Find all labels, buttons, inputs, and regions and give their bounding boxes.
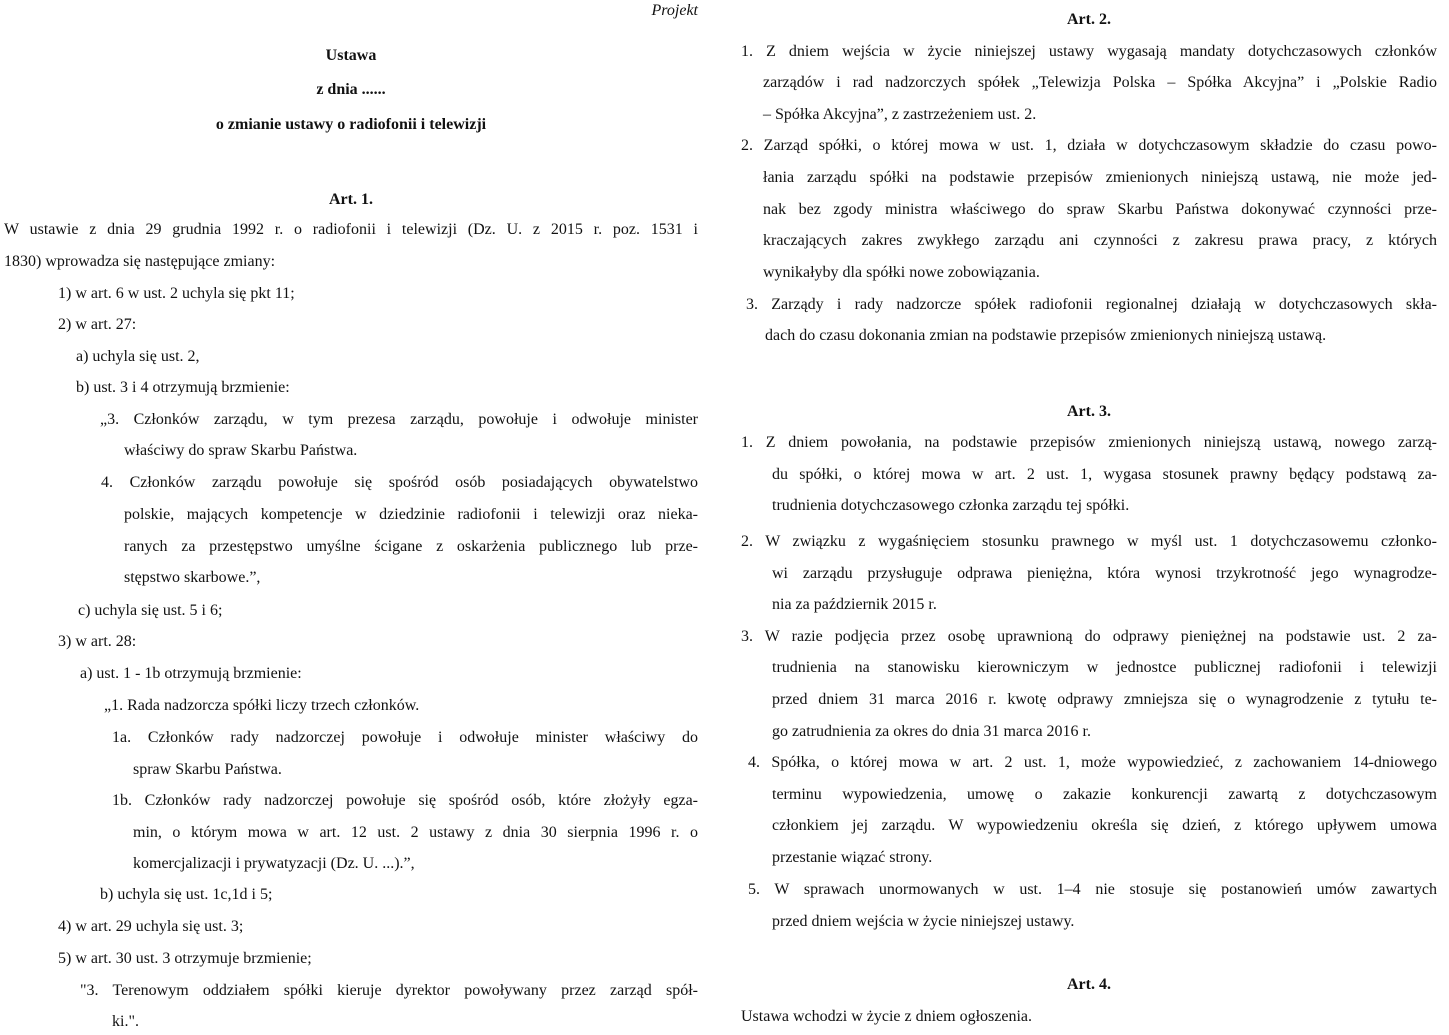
- right-column-line: przed dniem 31 marca 2016 r. kwotę odprawy zmniejsza się o wynagrodzenie z tytułu te-: [772, 691, 1437, 708]
- right-column-line: wynikałyby dla spółki nowe zobowiązania.: [763, 264, 1040, 281]
- right-column-line: 2. W związku z wygaśnięciem stosunku prawnego w myśl ust. 1 dotychczasowemu członko-: [741, 533, 1437, 550]
- right-column-line: 1. Z dniem powołania, na podstawie przepisów zmienionych niniejszą ustawą, nowego zarzą-: [741, 434, 1437, 451]
- right-column-line: 5. W sprawach unormowanych w ust. 1–4 nie stosuje się postanowień umów zawartych: [748, 881, 1437, 898]
- right-column-line: zarządów i rad nadzorczych spółek „Telewizja Polska – Spółka Akcyjna” i „Polskie Radio: [763, 74, 1437, 91]
- right-column-line: nak bez zgody ministra właściwego do spraw Skarbu Państwa dokonywać czynności prze-: [763, 201, 1437, 218]
- right-column-line: członkiem jej zarządu. W wypowiedzeniu określa się dzień, z którego upływem umowa: [772, 817, 1437, 834]
- right-column-line: 1. Z dniem wejścia w życie niniejszej ustawy wygasają mandaty dotychczasowych członków: [741, 43, 1437, 60]
- left-column-line: a) ust. 1 - 1b otrzymują brzmienie:: [80, 665, 302, 682]
- right-column-line: 3. W razie podjęcia przez osobę uprawnioną do odprawy pieniężnej na podstawie ust. 2 za-: [741, 628, 1437, 645]
- left-column-line: 2) w art. 27:: [58, 316, 137, 333]
- left-column-line: Art. 1.: [329, 191, 373, 208]
- right-column-line: nia za październik 2015 r.: [772, 596, 937, 613]
- left-column-line: ki.".: [112, 1013, 139, 1030]
- left-column-line: 1b. Członków rady nadzorczej powołuje się spośród osób, które złożyły egza-: [112, 792, 698, 809]
- left-column-line: b) uchyla się ust. 1c,1d i 5;: [100, 886, 273, 903]
- left-column-line: 1) w art. 6 w ust. 2 uchyla się pkt 11;: [58, 285, 295, 302]
- left-column-line: ranych za przestępstwo umyślne ścigane z oskarżenia publicznego lub prze-: [124, 538, 698, 555]
- right-column-line: Art. 2.: [1067, 11, 1111, 28]
- right-column-line: trudnienia dotychczasowego członka zarządu tej spółki.: [772, 497, 1130, 514]
- left-column-line: właściwy do spraw Skarbu Państwa.: [124, 442, 358, 459]
- left-column-line: a) uchyla się ust. 2,: [76, 348, 200, 365]
- left-column-line: spraw Skarbu Państwa.: [133, 761, 282, 778]
- left-column-line: stępstwo skarbowe.”,: [124, 569, 261, 586]
- left-column-line: min, o którym mowa w art. 12 ust. 2 ustawy z dnia 30 sierpnia 1996 r. o: [133, 824, 698, 841]
- right-column-line: łania zarządu spółki na podstawie przepisów zmienionych niniejszą ustawą, nie może jed-: [763, 169, 1437, 186]
- left-column-line: 3) w art. 28:: [58, 633, 137, 650]
- left-column-line: z dnia ......: [316, 81, 386, 98]
- left-column-line: "3. Terenowym oddziałem spółki kieruje dyrektor powoływany przez zarząd spół-: [80, 982, 698, 999]
- right-column-line: trudnienia na stanowisku kierowniczym w jednostce publicznej radiofonii i telewizji: [772, 659, 1437, 676]
- left-column-line: 4) w art. 29 uchyla się ust. 3;: [58, 918, 244, 935]
- left-column-line: „3. Członków zarządu, w tym prezesa zarządu, powołuje i odwołuje minister: [100, 411, 698, 428]
- left-column-line: o zmianie ustawy o radiofonii i telewizji: [215, 116, 487, 133]
- right-column-line: 3. Zarządy i rady nadzorcze spółek radiofonii regionalnej działają w dotychczasowych skła-: [746, 296, 1437, 313]
- left-column-line: Ustawa: [325, 47, 377, 64]
- right-column-line: 4. Spółka, o której mowa w art. 2 ust. 1, może wypowiedzieć, z zachowaniem 14-dniowego: [748, 754, 1437, 771]
- left-column-line: komercjalizacji i prywatyzacji (Dz. U. ...).”,: [133, 855, 415, 872]
- right-column-line: przed dniem wejścia w życie niniejszej ustawy.: [772, 913, 1075, 930]
- right-column-line: kraczających zakres zwykłego zarządu ani czynności z zakresu prawa pracy, z których: [763, 232, 1437, 249]
- right-column-line: terminu wypowiedzenia, umowę o zakazie konkurencji zawartą z dotychczasowym: [772, 786, 1437, 803]
- left-column-line: 1a. Członków rady nadzorczej powołuje i odwołuje minister właściwy do: [112, 729, 698, 746]
- right-column-line: 2. Zarząd spółki, o której mowa w ust. 1, działa w dotychczasowym składzie do czasu powo-: [741, 137, 1437, 154]
- right-column-line: wi zarządu przysługuje odprawa pieniężna, która wynosi trzykrotność jego wynagrodze-: [772, 565, 1437, 582]
- left-column-line: b) ust. 3 i 4 otrzymują brzmienie:: [76, 379, 290, 396]
- right-column-line: – Spółka Akcyjna”, z zastrzeżeniem ust. 2.: [763, 106, 1037, 123]
- left-column-line: W ustawie z dnia 29 grudnia 1992 r. o radiofonii i telewizji (Dz. U. z 2015 r. poz. 1531 i: [4, 221, 698, 238]
- right-column-line: Ustawa wchodzi w życie z dniem ogłoszenia.: [741, 1008, 1033, 1025]
- right-column-line: du spółki, o której mowa w art. 2 ust. 1, wygasa stosunek prawny będący podstawą za-: [772, 466, 1437, 483]
- left-column-line: „1. Rada nadzorcza spółki liczy trzech członków.: [104, 697, 420, 714]
- left-column-line: polskie, mających kompetencje w dziedzinie radiofonii i telewizji oraz nieka-: [124, 506, 698, 523]
- left-column-line: 5) w art. 30 ust. 3 otrzymuje brzmienie;: [58, 950, 312, 967]
- right-column-line: przestanie wiązać strony.: [772, 849, 933, 866]
- left-column-line: Projekt: [651, 2, 698, 19]
- right-column-line: Art. 4.: [1067, 976, 1111, 993]
- right-column-line: go zatrudnienia za okres do dnia 31 marca 2016 r.: [772, 723, 1091, 740]
- left-column-line: 4. Członków zarządu powołuje się spośród osób posiadających obywatelstwo: [101, 474, 698, 491]
- left-column-line: c) uchyla się ust. 5 i 6;: [78, 602, 223, 619]
- right-column-line: Art. 3.: [1067, 403, 1111, 420]
- left-column-line: 1830) wprowadza się następujące zmiany:: [4, 253, 276, 270]
- right-column-line: dach do czasu dokonania zmian na podstawie przepisów zmienionych niniejszą ustawą.: [765, 327, 1327, 344]
